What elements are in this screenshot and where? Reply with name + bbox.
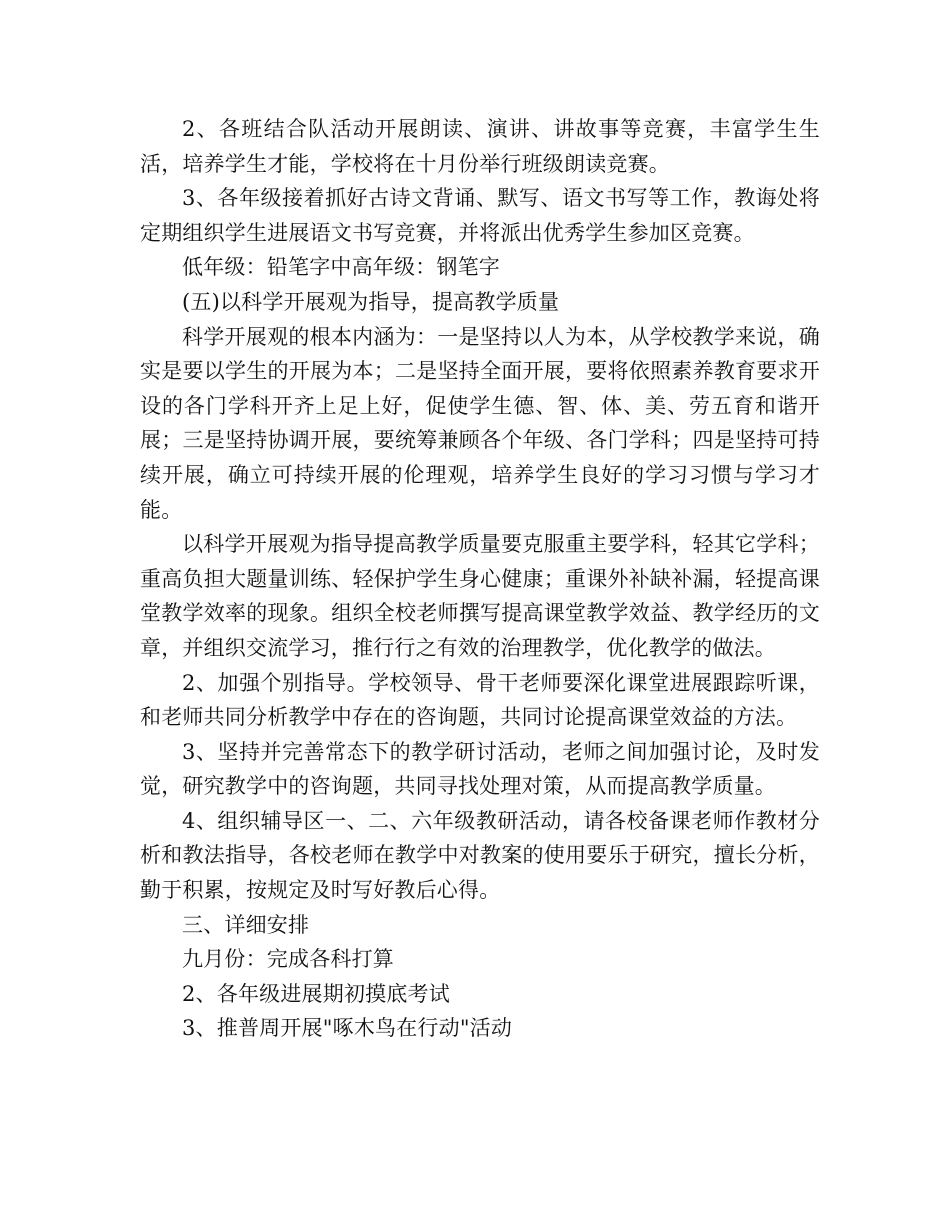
- paragraph-grade-handwriting: 低年级：铅笔字中高年级：钢笔字: [182, 255, 500, 280]
- list-item-putonghua-week: 3、推普周开展"啄木鸟在行动"活动: [182, 1016, 513, 1041]
- paragraph-poetry-writing-contest: 3、各年级接着抓好古诗文背诵、默写、语文书写等工作，教诲处将定期组织学生进展语文书写竞赛，并将派出优秀学生参加区竞赛。: [140, 186, 820, 245]
- paragraph-development-concept: 科学开展观的根本内涵为：一是坚持以人为本，从学校教学来说，确实是要以学生的开展为本；二是坚持全面开展，要将依照素养教育要求开设的各门学科开齐上足上好，促使学生德、智、体、美、劳五育和谐开展；三是坚持协调开展，要统筹兼顾各个年级、各门学科；四是坚持可持续开展，确立可持续开展的伦理观，培养学生良好的学习习惯与学习才能。: [140, 324, 820, 522]
- paragraph-teaching-research: 3、坚持并完善常态下的教学研讨活动，老师之间加强讨论，及时发觉，研究教学中的咨询题，共同寻找处理对策，从而提高教学质量。: [140, 739, 820, 799]
- document-body: [140, 112, 820, 1046]
- section-heading-teaching-quality: (五)以科学开展观为指导，提高教学质量: [182, 289, 560, 314]
- paragraph-tutoring-district: 4、组织辅导区一、二、六年级教研活动，请各校备课老师作教材分析和教法指导，各校老师在教学中对教案的使用要乐于研究，擅长分析，勤于积累，按规定及时写好教后心得。: [140, 808, 820, 903]
- paragraph-individual-guidance: 2、加强个别指导。学校领导、骨干老师要深化课堂进展跟踪听课，和老师共同分析教学中存在的咨询题，共同讨论提高课堂效益的方法。: [140, 670, 820, 730]
- section-heading-detailed-plan: 三、详细安排: [182, 912, 310, 937]
- paragraph-class-reading-contest: 2、各班结合队活动开展朗读、演讲、讲故事等竞赛，丰富学生生活，培养学生才能，学校将在十月份举行班级朗读竞赛。: [140, 117, 820, 176]
- list-item-september: 九月份：完成各科打算: [182, 947, 394, 972]
- list-item-entrance-exam: 2、各年级进展期初摸底考试: [182, 981, 450, 1006]
- paragraph-improve-teaching-quality: 以科学开展观为指导提高教学质量要克服重主要学科，轻其它学科；重高负担大题量训练、轻保护学生身心健康；重课外补缺补漏，轻提高课堂教学效率的现象。组织全校老师撰写提高课堂教学效益、教学经历的文章，并组织交流学习，推行行之有效的治理教学，优化教学的做法。: [140, 532, 820, 660]
